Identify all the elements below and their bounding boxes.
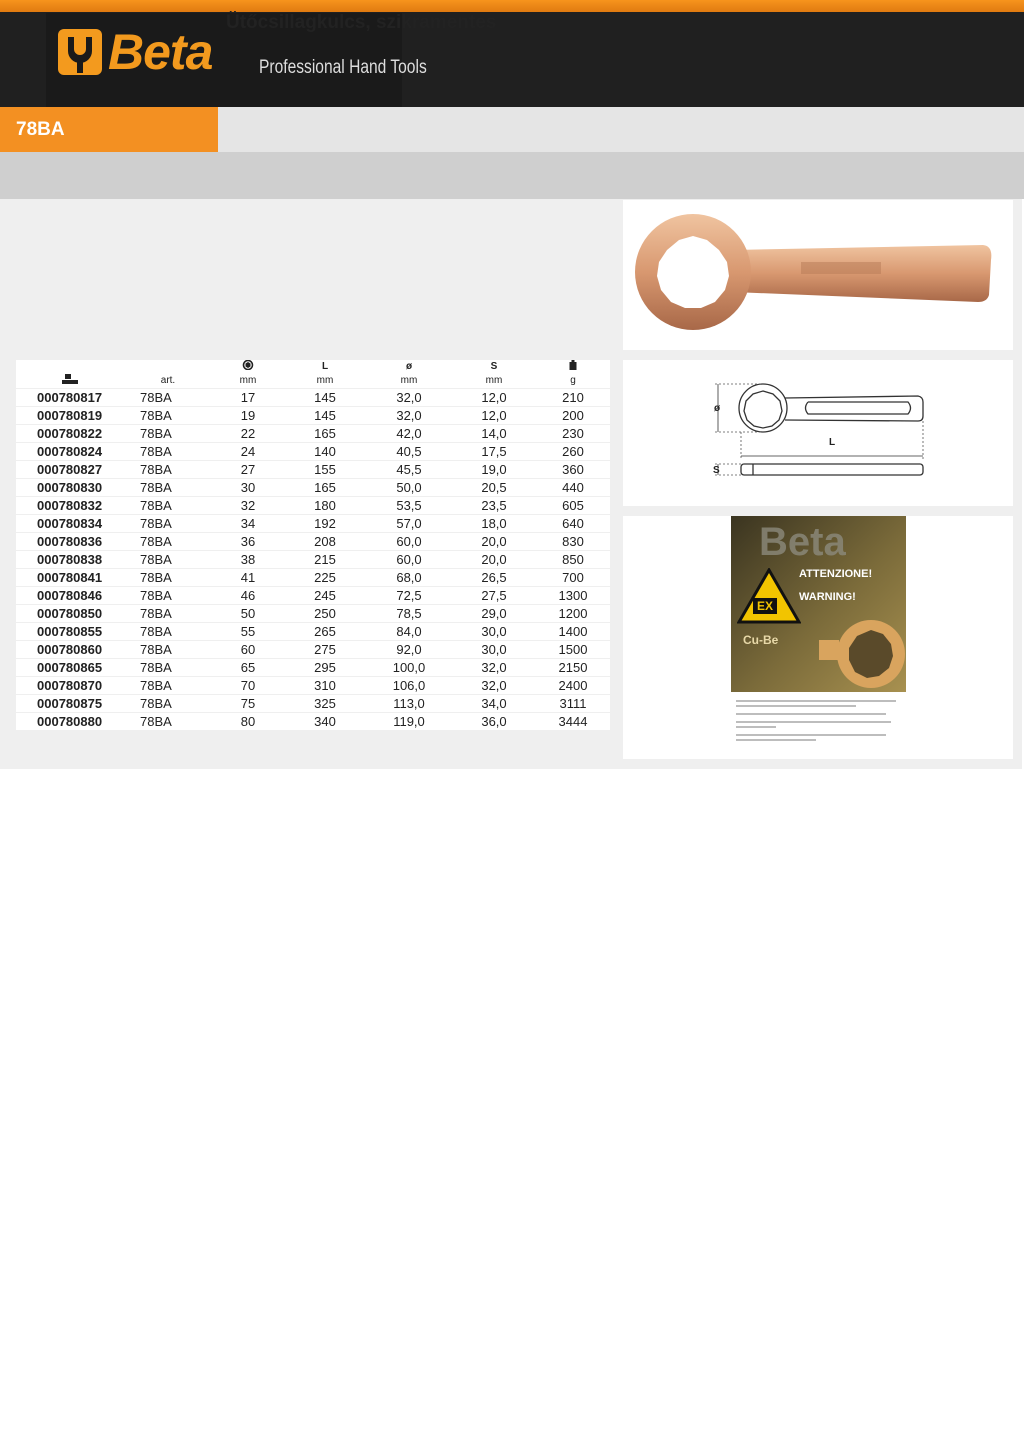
cell-length: 180 (314, 498, 336, 513)
cell-weight: 260 (562, 444, 584, 459)
cell-thickness: 30,0 (481, 642, 507, 657)
cell-diameter: 119,0 (393, 714, 425, 729)
cell-weight: 830 (562, 534, 584, 549)
weight-icon (569, 360, 577, 370)
product-code-box (0, 107, 218, 152)
cell-art: 78BA (140, 462, 172, 477)
cell-diameter: 106,0 (392, 678, 426, 693)
cell-diameter: 60,0 (396, 552, 422, 567)
cell-length: 145 (314, 390, 336, 405)
cell-size: 24 (240, 444, 256, 459)
cell-weight: 3111 (559, 696, 587, 711)
cell-thickness: 12,0 (481, 390, 507, 405)
table-row (16, 569, 610, 587)
cell-code: 000780819 (37, 408, 103, 423)
cell-code: 000780827 (37, 462, 103, 477)
table-row (16, 443, 610, 461)
wrench-photo (623, 200, 1013, 350)
table-row (16, 479, 610, 497)
cell-diameter: 32,0 (396, 390, 422, 405)
cell-size: 32 (240, 498, 256, 513)
cell-code: 000780841 (37, 570, 103, 585)
header-art-label: art. (160, 375, 176, 386)
cell-size: 19 (240, 408, 256, 423)
cell-length: 208 (314, 534, 336, 549)
cell-length: 265 (314, 624, 336, 639)
table-row (16, 587, 610, 605)
cell-art: 78BA (140, 534, 172, 549)
spec-table-body (16, 389, 610, 731)
table-row (16, 659, 610, 677)
cell-thickness: 17,5 (481, 444, 507, 459)
product-code: 78BA (16, 119, 65, 140)
cell-diameter: 60,0 (396, 534, 422, 549)
cell-weight: 1200 (558, 606, 588, 621)
header-thickness: S (490, 361, 498, 372)
cell-weight: 440 (562, 480, 584, 495)
cell-art: 78BA (140, 642, 172, 657)
brand-tagline: Professional Hand Tools (259, 57, 427, 78)
cell-length: 325 (314, 696, 336, 711)
cell-thickness: 19,0 (481, 462, 507, 477)
cell-thickness: 26,5 (481, 570, 507, 585)
cell-weight: 210 (562, 390, 584, 405)
warning-label: WARNING! (799, 591, 856, 603)
cell-size: 36 (240, 534, 256, 549)
cell-thickness: 14,0 (481, 426, 507, 441)
technical-diagram (623, 360, 1013, 506)
cell-weight: 2150 (558, 660, 588, 675)
cell-size: 17 (240, 390, 256, 405)
table-row (16, 425, 610, 443)
cell-length: 225 (314, 570, 336, 585)
header-bar (0, 0, 1024, 107)
cell-weight: 1500 (558, 642, 588, 657)
cell-art: 78BA (140, 480, 172, 495)
cell-thickness: 27,5 (481, 588, 507, 603)
header-weight-unit: g (570, 375, 576, 386)
header-thickness-unit: mm (485, 375, 503, 386)
table-row (16, 695, 610, 713)
cell-art: 78BA (140, 498, 172, 513)
table-row (16, 641, 610, 659)
cell-art: 78BA (140, 660, 172, 675)
header-art (124, 360, 212, 374)
cell-length: 310 (314, 678, 336, 693)
header-diameter: ø (405, 361, 413, 372)
cell-code: 000780832 (37, 498, 103, 513)
cell-size: 22 (240, 426, 256, 441)
cell-code: 000780834 (37, 516, 103, 531)
header-code (16, 360, 124, 374)
table-row (16, 551, 610, 569)
cell-length: 155 (314, 462, 336, 477)
cell-weight: 3444 (558, 714, 588, 729)
cell-diameter: 42,0 (396, 426, 422, 441)
cell-code: 000780865 (37, 660, 103, 675)
cell-weight: 1300 (558, 588, 588, 603)
header-size (212, 360, 284, 374)
header-length: L (321, 361, 329, 372)
cell-diameter: 113,0 (393, 696, 425, 711)
warning-card (731, 516, 906, 692)
spec-table (16, 360, 610, 731)
header-size-unit: mm (239, 375, 257, 386)
table-row (16, 533, 610, 551)
cell-art: 78BA (140, 678, 172, 693)
attention-label: ATTENZIONE! (799, 568, 873, 580)
cell-art: 78BA (140, 390, 172, 405)
cell-size: 80 (240, 714, 256, 729)
cell-size: 75 (240, 696, 256, 711)
wrench-size-icon (242, 360, 254, 370)
cell-diameter: 72,5 (396, 588, 422, 603)
cell-thickness: 32,0 (481, 660, 507, 675)
cell-weight: 640 (562, 516, 584, 531)
header-length-unit: mm (316, 375, 334, 386)
cell-weight: 230 (562, 426, 584, 441)
table-row (16, 677, 610, 695)
cell-art: 78BA (140, 714, 172, 729)
cell-art: 78BA (140, 570, 172, 585)
explosion-warning-icon (737, 568, 801, 624)
cell-size: 41 (240, 570, 256, 585)
wrench-logo-icon (58, 29, 102, 75)
cell-code: 000780860 (37, 642, 103, 657)
cell-art: 78BA (140, 444, 172, 459)
cell-diameter: 40,5 (396, 444, 422, 459)
cell-weight: 200 (562, 408, 584, 423)
cell-code: 000780836 (37, 534, 103, 549)
cell-diameter: 32,0 (396, 408, 422, 423)
cell-code: 000780855 (37, 624, 103, 639)
cell-thickness: 34,0 (481, 696, 507, 711)
cell-code: 000780875 (37, 696, 103, 711)
table-row (16, 497, 610, 515)
cell-thickness: 20,5 (481, 480, 507, 495)
cell-length: 192 (314, 516, 336, 531)
wrench-drawing (623, 360, 1013, 506)
cell-length: 245 (314, 588, 336, 603)
cell-weight: 605 (562, 498, 584, 513)
cell-length: 145 (314, 408, 336, 423)
product-photo (623, 200, 1013, 350)
cell-weight: 2400 (558, 678, 588, 693)
diagram-label-thickness: S (713, 465, 720, 476)
cell-code: 000780880 (37, 714, 103, 729)
product-title: Ütőcsillagkulcs, szikramentes (226, 12, 497, 33)
cell-size: 55 (240, 624, 256, 639)
cell-art: 78BA (140, 426, 172, 441)
material-label: Cu-Be (743, 633, 779, 647)
table-row (16, 407, 610, 425)
cell-code: 000780838 (37, 552, 103, 567)
cell-thickness: 12,0 (481, 408, 507, 423)
cell-size: 34 (240, 516, 256, 531)
table-header-icons (16, 360, 610, 374)
cell-thickness: 20,0 (481, 534, 507, 549)
cell-weight: 1400 (558, 624, 588, 639)
header-weight (536, 360, 610, 374)
cell-length: 295 (314, 660, 336, 675)
cell-size: 38 (240, 552, 256, 567)
cell-code: 000780822 (37, 426, 103, 441)
cell-length: 275 (314, 642, 336, 657)
cell-size: 46 (240, 588, 256, 603)
cell-diameter: 68,0 (396, 570, 422, 585)
cell-art: 78BA (140, 552, 172, 567)
cell-size: 70 (240, 678, 256, 693)
cell-thickness: 18,0 (481, 516, 507, 531)
cell-thickness: 36,0 (481, 714, 507, 729)
cell-diameter: 92,0 (396, 642, 422, 657)
cell-weight: 360 (562, 462, 584, 477)
cell-diameter: 53,5 (396, 498, 422, 513)
cell-weight: 850 (562, 552, 584, 567)
warning-brand: Beta (759, 520, 846, 564)
table-row (16, 605, 610, 623)
cell-code: 000780870 (37, 678, 103, 693)
cell-art: 78BA (140, 408, 172, 423)
cell-art: 78BA (140, 588, 172, 603)
table-row (16, 461, 610, 479)
diagram-label-diameter: ø (714, 403, 721, 414)
cell-thickness: 32,0 (481, 678, 507, 693)
cell-diameter: 78,5 (396, 606, 422, 621)
cell-length: 165 (314, 426, 336, 441)
wrench-ring-graphic (819, 614, 905, 692)
table-header-units (16, 374, 610, 389)
cell-art: 78BA (140, 606, 172, 621)
cell-size: 60 (240, 642, 256, 657)
cell-thickness: 29,0 (481, 606, 507, 621)
cell-code: 000780846 (37, 588, 103, 603)
brand-name: Beta (108, 24, 213, 80)
cell-size: 50 (240, 606, 256, 621)
table-row (16, 389, 610, 407)
cell-size: 65 (240, 660, 256, 675)
cell-diameter: 50,0 (396, 480, 422, 495)
table-row (16, 713, 610, 731)
cell-art: 78BA (140, 696, 172, 711)
cell-art: 78BA (140, 624, 172, 639)
product-code-icon (62, 374, 78, 384)
cell-code: 000780850 (37, 606, 103, 621)
cell-weight: 700 (562, 570, 584, 585)
leaflet-fine-print (736, 700, 901, 744)
cell-size: 30 (240, 480, 256, 495)
diagram-label-length: L (829, 437, 836, 448)
grey-band (0, 152, 1024, 199)
cell-thickness: 23,5 (481, 498, 507, 513)
cell-size: 27 (240, 462, 256, 477)
cell-thickness: 20,0 (481, 552, 507, 567)
cell-code: 000780824 (37, 444, 103, 459)
cell-diameter: 84,0 (396, 624, 422, 639)
header-accent-stripe (0, 0, 1024, 12)
cell-diameter: 57,0 (396, 516, 422, 531)
ex-label: EX (753, 598, 777, 614)
cell-diameter: 100,0 (392, 660, 426, 675)
cell-length: 165 (314, 480, 336, 495)
cell-code: 000780817 (37, 390, 103, 405)
cell-diameter: 45,5 (396, 462, 422, 477)
cell-length: 215 (314, 552, 336, 567)
cell-length: 140 (314, 444, 336, 459)
cell-code: 000780830 (37, 480, 103, 495)
table-row (16, 623, 610, 641)
cell-art: 78BA (140, 516, 172, 531)
table-row (16, 515, 610, 533)
cell-thickness: 30,0 (481, 624, 507, 639)
cell-length: 340 (314, 714, 336, 729)
header-diameter-unit: mm (400, 375, 418, 386)
cell-length: 250 (314, 606, 336, 621)
